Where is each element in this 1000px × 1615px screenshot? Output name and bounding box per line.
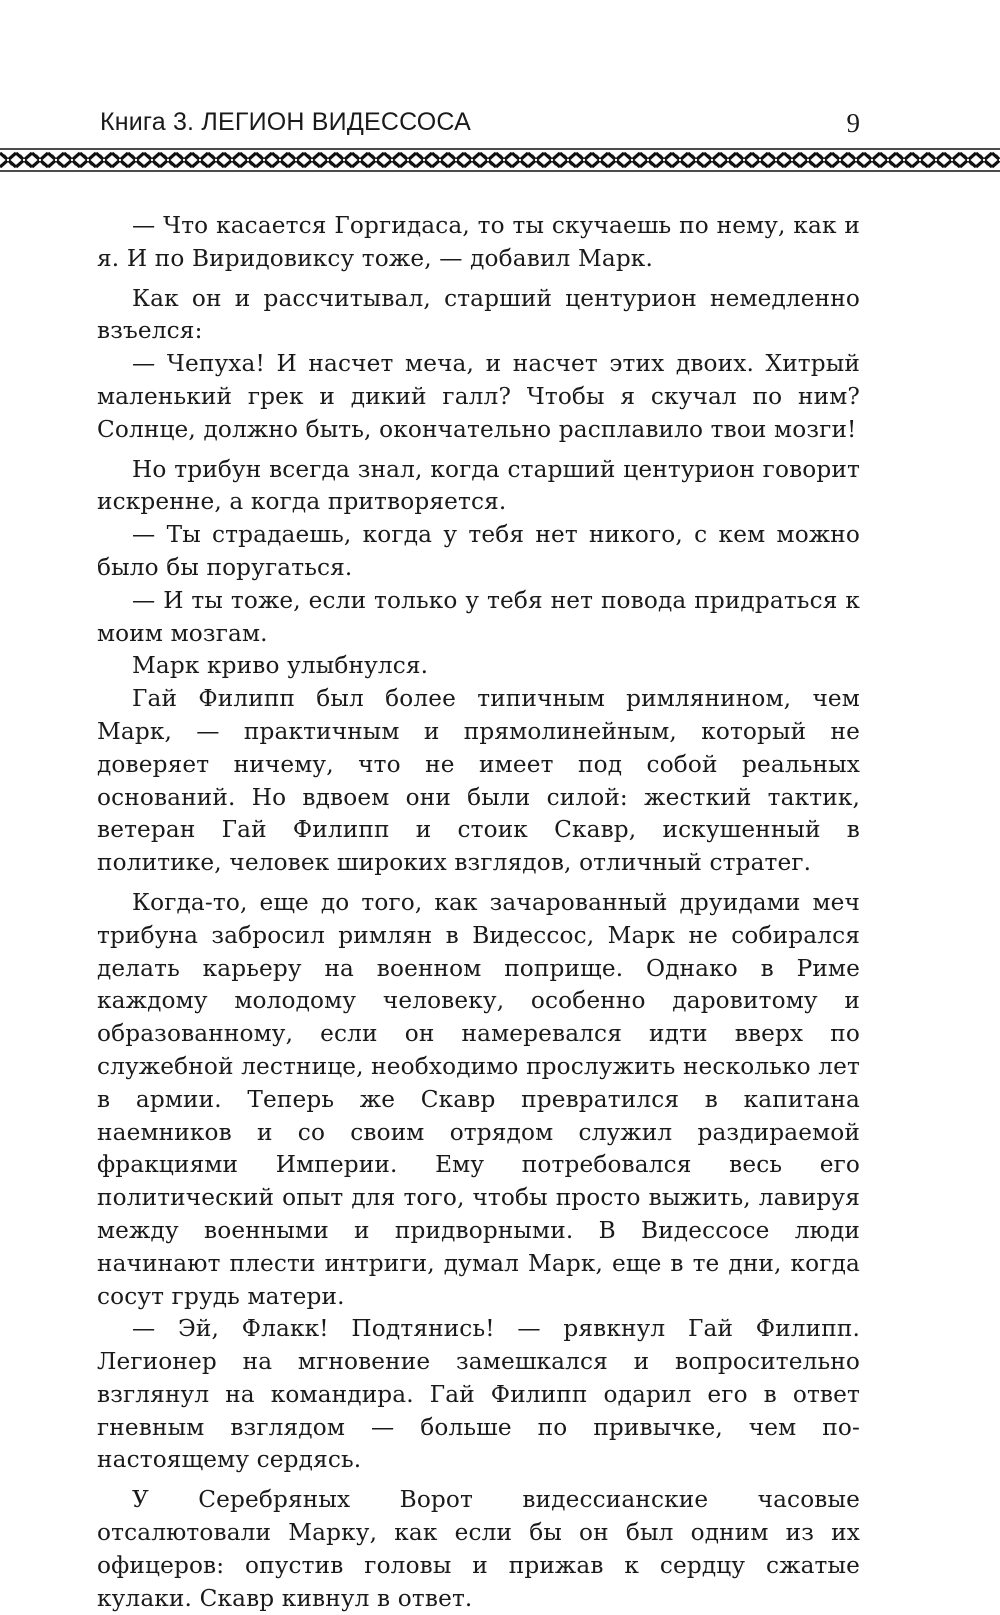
paragraph: — И ты тоже, если только у тебя нет повода придраться к моим мозгам. <box>97 586 860 647</box>
running-title: Книга 3. ЛЕГИОН ВИДЕССОСА <box>100 108 472 136</box>
page-number: 9 <box>846 108 860 138</box>
paragraph: Марк криво улыбнулся. <box>132 652 429 680</box>
paragraph: — Ты страдаешь, когда у тебя нет никого, с кем можно было бы поругаться. <box>97 521 860 581</box>
paragraph: Когда-то, еще до того, как зачарованный друидами меч трибуна забросил римлян в Видессос, Марк не собирался делать карьеру на военном поприще. Однако в Риме каждому молодому человеку, особенно даровитому и образованному, если он намеревался идти вверх по служебной лестнице, необходимо прослужить несколько лет в армии. Теперь же Скавр превратился в капитана наемников и со своим отрядом служил раздираемой фракциями Империи. Ему потребовался весь его политический опыт для того, чтобы просто выжить, лавируя между военными и придворными. В Видессосе люди начинают плести интриги, думал Марк, еще в те дни, когда сосут грудь матери. <box>97 888 860 1310</box>
paragraph: У Серебряных Ворот видессианские часовые отсалютовали Марку, как если бы он был одним из их офицеров: опустив головы и прижав к сердцу сжатые кулаки. Скавр кивнул в ответ. <box>97 1486 860 1612</box>
paragraph: — Эй, Флакк! Подтянись! — рявкнул Гай Филипп. Легионер на мгновение замешкался и вопросительно взглянул на командира. Гай Филипп одарил его в ответ гневным взглядом — больше по привычке, чем по-настоящему сердясь. <box>97 1315 860 1474</box>
paragraph: Как он и рассчитывал, старший центурион немедленно взъелся: <box>97 284 860 345</box>
paragraph: Гай Филипп был более типичным римлянином, чем Марк, — практичным и прямолинейным, который не доверяет ничему, что не имеет под собой реальных оснований. Но вдвоем они были силой: жесткий тактик, ветеран Гай Филипп и стоик Скавр, искушенный в политике, человек широких взглядов, отличный стратег. <box>97 685 860 877</box>
running-head <box>100 108 860 144</box>
paragraph: — Что касается Горгидаса, то ты скучаешь по нему, как и я. И по Виридовиксу тоже, — добавил Марк. <box>97 212 860 272</box>
paragraph: — Чепуха! И насчет меча, и насчет этих двоих. Хитрый маленький грек и дикий галл? Чтобы я скучал по ним? Солнце, должно быть, окончательно расплавило твои мозги! <box>97 350 860 443</box>
braided-ornament-divider <box>0 147 1000 173</box>
paragraph: Но трибун всегда знал, когда старший центурион говорит искренне, а когда притворяется. <box>97 455 860 516</box>
body-text <box>97 210 860 1615</box>
